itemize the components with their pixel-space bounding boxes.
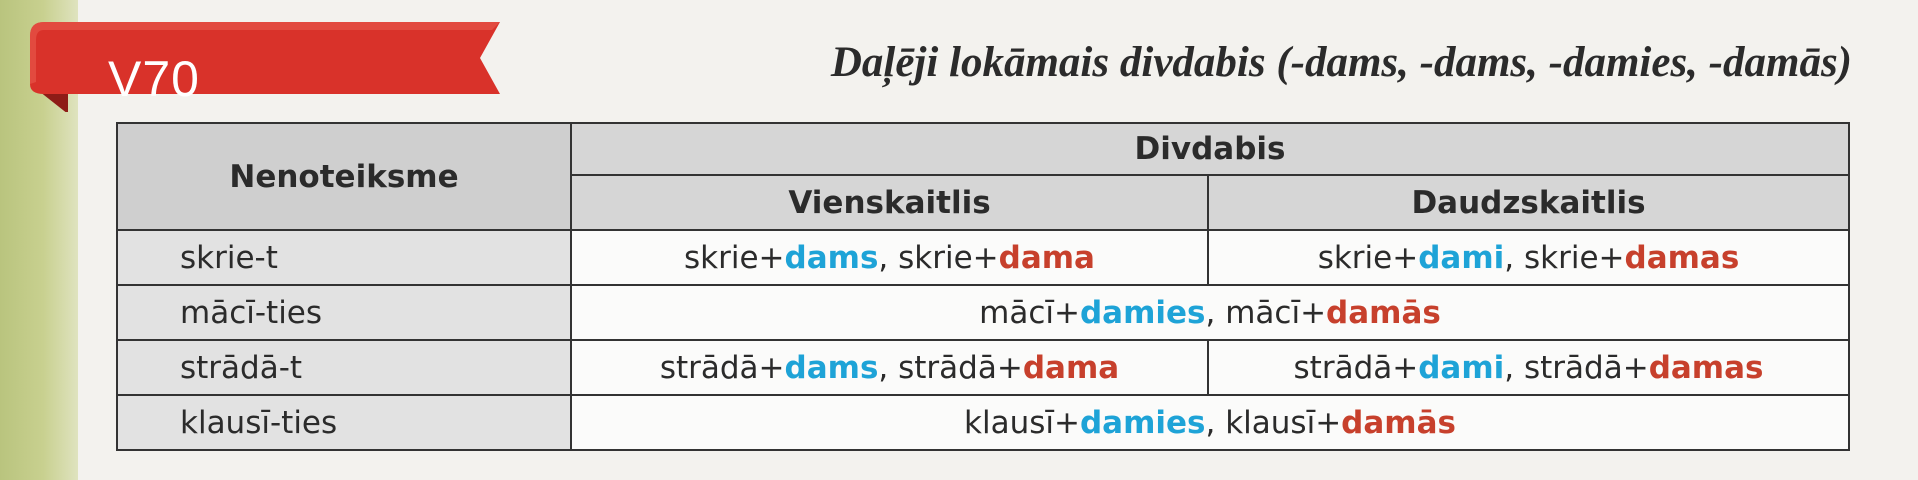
- header-plural: Daudzskaitlis: [1208, 175, 1849, 230]
- separator: ,: [1504, 349, 1524, 386]
- plural-cell: [1208, 340, 1849, 395]
- header-singular: Vienskaitlis: [571, 175, 1208, 230]
- ending-masculine: damies: [1079, 404, 1206, 441]
- merged-cell: [571, 285, 1849, 340]
- separator: ,: [878, 239, 899, 276]
- ending-feminine: damas: [1624, 239, 1740, 276]
- separator: ,: [1205, 404, 1226, 441]
- table-row: [117, 285, 1849, 340]
- singular-cell: [571, 230, 1208, 285]
- separator: ,: [1205, 294, 1226, 331]
- ribbon-shape: [30, 22, 500, 112]
- stem: mācī+: [979, 294, 1080, 331]
- stem: klausī+: [1225, 404, 1342, 441]
- stem: mācī+: [1225, 294, 1327, 331]
- stem: strādā+: [898, 349, 1023, 386]
- infinitive-cell: klausī-ties: [117, 395, 571, 450]
- table-row: [117, 230, 1849, 285]
- table-row: [117, 395, 1849, 450]
- ending-masculine: dami: [1418, 239, 1505, 276]
- separator: ,: [878, 349, 899, 386]
- ending-feminine: damās: [1326, 294, 1441, 331]
- stem: klausī+: [964, 404, 1080, 441]
- ending-masculine: damies: [1079, 294, 1206, 331]
- stem: strādā+: [1523, 349, 1649, 386]
- ending-masculine: dams: [784, 349, 879, 386]
- section-badge-label: V70: [108, 51, 200, 107]
- stem: skrie+: [1523, 239, 1625, 276]
- stem: skrie+: [1317, 239, 1419, 276]
- ending-feminine: dama: [1022, 349, 1120, 386]
- stem: strādā+: [1293, 349, 1419, 386]
- ending-masculine: dams: [784, 239, 879, 276]
- header-infinitive: Nenoteiksme: [117, 123, 571, 230]
- ending-feminine: damās: [1341, 404, 1456, 441]
- stem: skrie+: [684, 239, 785, 276]
- section-ribbon: [30, 22, 500, 107]
- ending-masculine: dami: [1418, 349, 1505, 386]
- plural-cell: [1208, 230, 1849, 285]
- infinitive-cell: mācī-ties: [117, 285, 571, 340]
- header-participle: Divdabis: [571, 123, 1849, 175]
- ending-feminine: dama: [998, 239, 1095, 276]
- ending-feminine: damas: [1648, 349, 1764, 386]
- page-title: Daļēji lokāmais divdabis (-dams, -dams, -damies, -damās): [830, 39, 1852, 86]
- conjugation-table: [116, 122, 1850, 451]
- infinitive-cell: skrie-t: [117, 230, 571, 285]
- separator: ,: [1504, 239, 1524, 276]
- stem: skrie+: [898, 239, 999, 276]
- table-row: [117, 340, 1849, 395]
- merged-cell: [571, 395, 1849, 450]
- infinitive-cell: strādā-t: [117, 340, 571, 395]
- stem: strādā+: [659, 349, 785, 386]
- singular-cell: [571, 340, 1208, 395]
